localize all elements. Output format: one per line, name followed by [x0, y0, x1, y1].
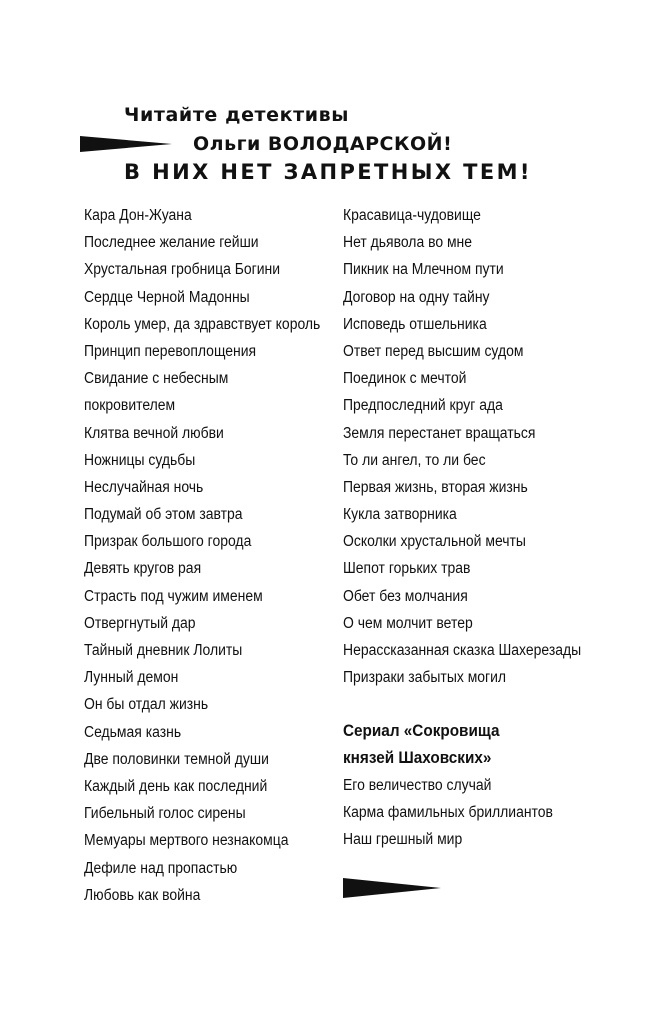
list-item: Хрустальная гробница Богини	[84, 261, 281, 279]
list-item: Призраки забытых могил	[343, 669, 507, 687]
arrow-wedge-icon	[343, 878, 441, 898]
list-item: Шепот горьких трав	[343, 560, 471, 578]
list-item: Его величество случай	[343, 777, 492, 794]
list-item: Нерассказанная сказка Шахерезады	[343, 642, 582, 659]
header-line-1: Читайте детективы	[124, 104, 350, 126]
list-item: Поединок с мечтой	[343, 370, 467, 388]
list-item: Кара Дон-Жуана	[84, 207, 192, 224]
book-list-left	[84, 202, 320, 909]
list-item: Лунный демон	[84, 669, 179, 687]
list-item: Король умер, да здравствует король	[84, 315, 321, 333]
list-item: Принцип перевоплощения	[84, 342, 257, 360]
list-item: Договор на одну тайну	[343, 288, 490, 306]
list-item: То ли ангел, то ли бес	[343, 451, 486, 469]
list-item: Ответ перед высшим судом	[343, 342, 524, 360]
list-item: Две половинки темной души	[84, 750, 269, 768]
list-item: Любовь как война	[84, 886, 201, 904]
list-item: Обет без молчания	[343, 587, 468, 605]
list-item: Нет дьявола во мне	[343, 234, 473, 252]
list-item: Ножницы судьбы	[84, 451, 196, 469]
list-item: Первая жизнь, вторая жизнь	[343, 478, 528, 496]
list-item: Тайный дневник Лолиты	[84, 642, 243, 659]
header-line-2: Ольги ВОЛОДАРСКОЙ!	[193, 133, 453, 155]
list-item: Девять кругов рая	[84, 560, 202, 578]
list-item: Земля перестанет вращаться	[343, 424, 536, 442]
list-item: Исповедь отшельника	[343, 315, 487, 333]
header-line-3: В НИХ НЕТ ЗАПРЕТНЫХ ТЕМ!	[124, 160, 532, 184]
list-item: Наш грешный мир	[343, 831, 463, 849]
list-item: Гибельный голос сирены	[84, 805, 246, 823]
list-item: Он бы отдал жизнь	[84, 696, 209, 714]
list-item: Последнее желание гейши	[84, 234, 259, 252]
list-item: О чем молчит ветер	[343, 614, 473, 632]
list-item: Свидание с небесным	[84, 370, 229, 388]
list-item: Осколки хрустальной мечты	[343, 533, 526, 551]
list-item: Каждый день как последний	[84, 777, 268, 795]
series-title-line-2: князей Шаховских»	[343, 748, 492, 768]
list-item: Подумай об этом завтра	[84, 506, 243, 524]
list-item: покровителем	[84, 397, 176, 415]
list-item: Страсть под чужим именем	[84, 587, 263, 605]
list-item: Красавица-чудовище	[343, 207, 481, 224]
list-item: Отвергнутый дар	[84, 614, 196, 632]
list-item: Призрак большого города	[84, 533, 252, 551]
list-item: Предпоследний круг ада	[343, 397, 503, 415]
list-item: Седьмая казнь	[84, 723, 182, 741]
list-item: Неслучайная ночь	[84, 478, 204, 496]
list-item: Кукла затворника	[343, 506, 457, 524]
list-item: Дефиле над пропастью	[84, 859, 238, 877]
series-book-list	[343, 772, 553, 854]
series-title	[343, 717, 499, 771]
list-item: Клятва вечной любви	[84, 424, 224, 442]
list-item: Карма фамильных бриллиантов	[343, 804, 553, 822]
list-item: Сердце Черной Мадонны	[84, 288, 250, 306]
book-list-right	[343, 202, 581, 691]
series-title-line-1: Сериал «Сокровища	[343, 721, 500, 740]
arrow-wedge-icon	[80, 136, 172, 152]
list-item: Мемуары мертвого незнакомца	[84, 832, 289, 850]
list-item: Пикник на Млечном пути	[343, 261, 504, 279]
